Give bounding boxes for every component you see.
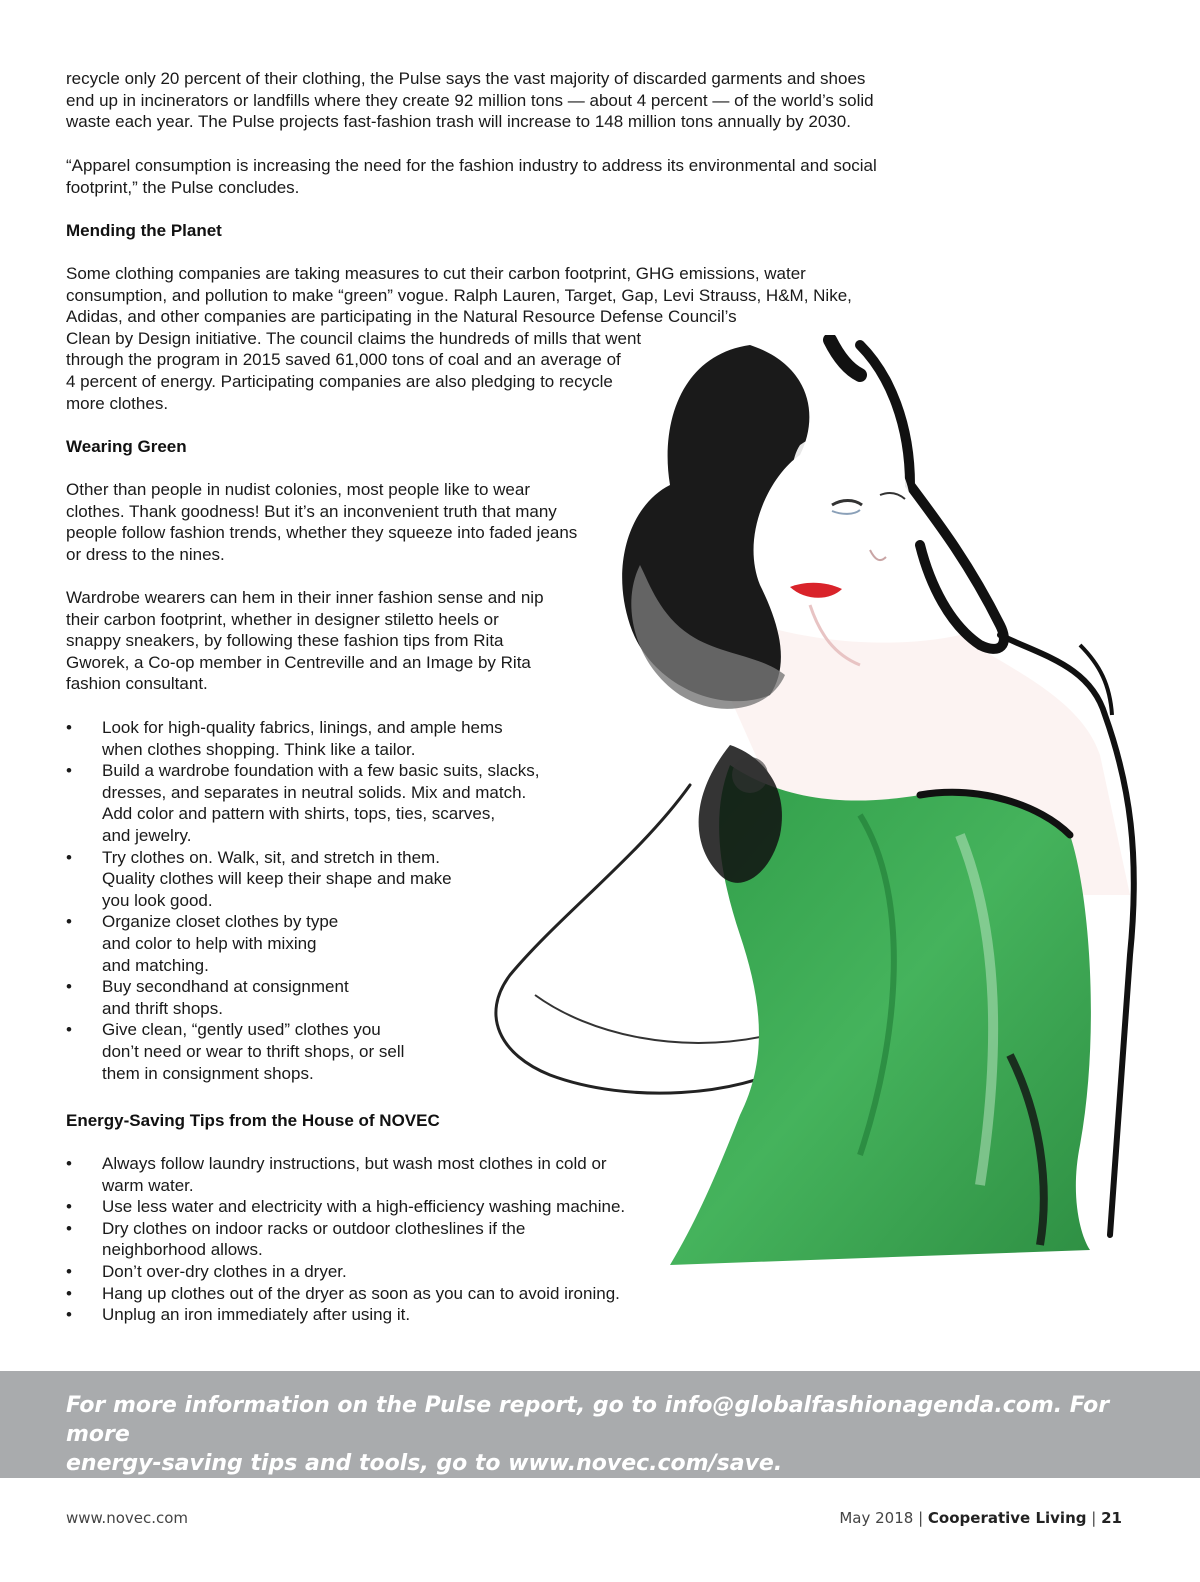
text-line: Quality clothes will keep their shape and make	[102, 869, 452, 889]
footer-issue-info	[839, 1509, 1122, 1527]
bullet-icon: •	[66, 1261, 72, 1281]
list-item	[66, 1153, 625, 1196]
text-line: and thrift shops.	[102, 998, 223, 1018]
text-line: and color to help with mixing	[102, 933, 317, 953]
text-line: them in consignment shops.	[102, 1063, 314, 1083]
footer-separator: |	[918, 1509, 924, 1527]
list-item	[66, 847, 540, 912]
text-line: Wardrobe wearers can hem in their inner fashion sense and nip	[66, 588, 544, 607]
bullet-icon: •	[66, 761, 72, 781]
text-line: Other than people in nudist colonies, most people like to wear	[66, 480, 530, 499]
text-line: and matching.	[102, 955, 209, 975]
footer-date: May 2018	[839, 1509, 914, 1527]
banner-line: energy-saving tips and tools, go to www.novec.com/save.	[66, 1451, 783, 1476]
bullet-icon: •	[66, 1218, 72, 1238]
bullet-icon: •	[66, 1020, 72, 1040]
text-line: or dress to the nines.	[66, 544, 225, 564]
text-line: end up in incinerators or landfills where they create 92 million tons — about 4 percent — of the world’s solid	[66, 90, 874, 110]
bullet-icon: •	[66, 1305, 72, 1325]
text-line: clothes. Thank goodness! But it’s an inconvenient truth that many	[66, 501, 557, 521]
text-line: their carbon footprint, whether in designer stiletto heels or	[66, 609, 499, 629]
text-line: Use less water and electricity with a high-efficiency washing machine.	[102, 1197, 626, 1217]
list-item	[66, 1283, 625, 1305]
text-line: you look good.	[102, 890, 213, 910]
text-line: Clean by Design initiative. The council claims the hundreds of mills that went	[66, 328, 642, 348]
text-line: footprint,” the Pulse concludes.	[66, 177, 300, 197]
text-line: 4 percent of energy. Participating companies are also pledging to recycle	[66, 371, 613, 391]
heading-wearing-green: Wearing Green	[66, 437, 187, 456]
text-line: through the program in 2015 saved 61,000 tons of coal and an average of	[66, 350, 621, 370]
list-item	[66, 760, 540, 846]
text-line: “Apparel consumption is increasing the need for the fashion industry to address its environmental and social	[66, 156, 877, 175]
list-item	[66, 1196, 625, 1218]
text-line: consumption, and pollution to make “green” vogue. Ralph Lauren, Target, Gap, Levi Strauss, H&M, Nike,	[66, 285, 852, 305]
list-item	[66, 1218, 625, 1261]
text-line: warm water.	[102, 1175, 194, 1195]
text-line: Dry clothes on indoor racks or outdoor clotheslines if the	[102, 1218, 526, 1238]
bullet-icon: •	[66, 1197, 72, 1217]
footer-separator: |	[1091, 1509, 1097, 1527]
heading-energy-saving-tips: Energy-Saving Tips from the House of NOVEC	[66, 1111, 440, 1130]
text-line: Add color and pattern with shirts, tops, ties, scarves,	[102, 804, 496, 824]
text-line: and jewelry.	[102, 825, 192, 845]
wearing-paragraph-1	[66, 479, 577, 565]
intro-paragraph-1	[66, 68, 874, 133]
bullet-icon: •	[66, 977, 72, 997]
text-line: Some clothing companies are taking measures to cut their carbon footprint, GHG emissions, water	[66, 264, 806, 283]
list-item	[66, 1019, 540, 1084]
bullet-icon: •	[66, 1154, 72, 1173]
text-line: snappy sneakers, by following these fashion tips from Rita	[66, 631, 504, 651]
text-line: Look for high-quality fabrics, linings, and ample hems	[102, 718, 503, 737]
text-line: dresses, and separates in neutral solids. Mix and match.	[102, 782, 527, 802]
text-line: Try clothes on. Walk, sit, and stretch in them.	[102, 847, 440, 867]
info-banner	[0, 1371, 1200, 1478]
info-banner-text	[66, 1391, 1116, 1478]
text-line: Gworek, a Co-op member in Centreville and an Image by Rita	[66, 652, 531, 672]
text-line: when clothes shopping. Think like a tailor.	[102, 739, 416, 759]
page-number: 21	[1101, 1509, 1122, 1527]
bullet-icon: •	[66, 912, 72, 932]
heading-mending-the-planet: Mending the Planet	[66, 221, 222, 240]
text-line: people follow fashion trends, whether they squeeze into faded jeans	[66, 523, 578, 543]
text-line: Don’t over-dry clothes in a dryer.	[102, 1261, 347, 1281]
intro-paragraph-2	[66, 155, 877, 198]
text-line: don’t need or wear to thrift shops, or sell	[102, 1041, 405, 1061]
text-line: Give clean, “gently used” clothes you	[102, 1020, 381, 1040]
text-line: neighborhood allows.	[102, 1240, 263, 1260]
list-item	[66, 976, 540, 1019]
list-item	[66, 911, 540, 976]
bullet-icon: •	[66, 1283, 72, 1303]
footer-website: www.novec.com	[66, 1509, 189, 1527]
energy-tips-list	[66, 1153, 625, 1326]
bullet-icon: •	[66, 718, 72, 737]
text-line: more clothes.	[66, 393, 169, 413]
bullet-icon: •	[66, 847, 72, 867]
text-line: waste each year. The Pulse projects fast-fashion trash will increase to 148 million tons annually by 2030.	[66, 112, 851, 132]
text-line: Always follow laundry instructions, but wash most clothes in cold or	[102, 1154, 607, 1173]
list-item	[66, 1261, 625, 1283]
text-line: Buy secondhand at consignment	[102, 977, 349, 997]
text-line: Unplug an iron immediately after using it.	[102, 1305, 411, 1325]
list-item	[66, 1304, 625, 1326]
wearing-paragraph-2	[66, 587, 544, 695]
fashion-illustration	[440, 335, 1200, 1275]
text-line: Build a wardrobe foundation with a few basic suits, slacks,	[102, 761, 540, 781]
text-line: Adidas, and other companies are participating in the Natural Resource Defense Council’s	[66, 307, 737, 327]
footer-magazine-name: Cooperative Living	[927, 1509, 1087, 1527]
text-line: Hang up clothes out of the dryer as soon as you can to avoid ironing.	[102, 1283, 620, 1303]
text-line: recycle only 20 percent of their clothing, the Pulse says the vast majority of discarded garments and shoes	[66, 69, 866, 88]
list-item	[66, 717, 540, 760]
text-line: fashion consultant.	[66, 674, 208, 694]
text-line: Organize closet clothes by type	[102, 912, 339, 932]
banner-line: For more information on the Pulse report, go to info@globalfashionagenda.com. For more	[66, 1393, 1110, 1447]
fashion-tips-list	[66, 717, 540, 1084]
